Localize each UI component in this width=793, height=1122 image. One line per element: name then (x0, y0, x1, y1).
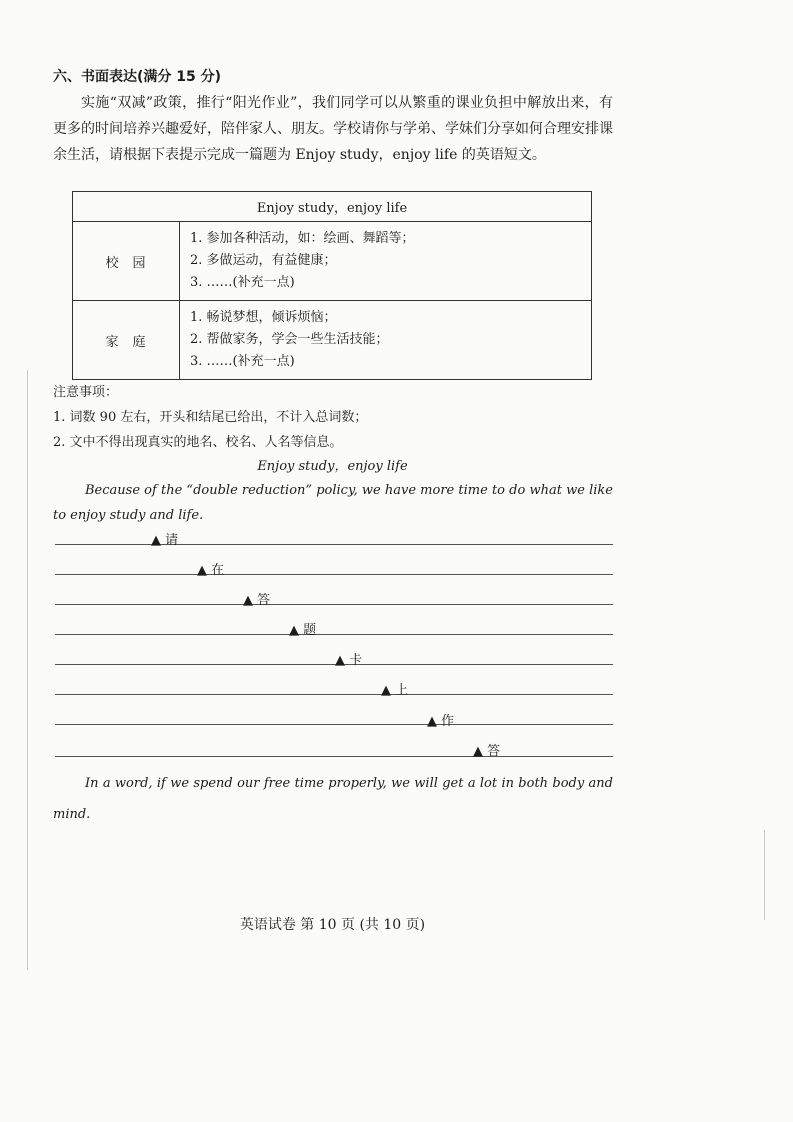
scan-edge-line (764, 830, 765, 920)
essay-ending: In a word, if we spend our free time properly, we will get a lot in both body and mind. (53, 776, 613, 822)
answer-sheet-marker: ▲ 卡 (335, 653, 363, 668)
answer-sheet-marker: ▲ 请 (151, 533, 179, 548)
list-item: 2. 帮做家务，学会一些生活技能； (190, 332, 389, 347)
school-points (180, 222, 592, 301)
category-home: 家庭 (73, 301, 180, 380)
essay-title: Enjoy study，enjoy life (257, 459, 408, 474)
writing-line (55, 604, 613, 605)
page-footer: 英语试卷 第 10 页 (共 10 页) (239, 917, 426, 933)
list-item: 1. 参加各种活动，如：绘画、舞蹈等； (190, 231, 415, 246)
category-school: 校园 (73, 222, 180, 301)
notes-heading: 注意事项： (53, 385, 119, 400)
section-title: 六、书面表达(满分 15 分) (53, 69, 222, 85)
answer-sheet-marker: ▲ 题 (289, 623, 317, 638)
list-item: 3. ……(补充一点) (190, 354, 295, 369)
writing-line (55, 664, 613, 665)
task-instructions: 实施“双减”政策，推行“阳光作业”，我们同学可以从繁重的课业负担中解放出来，有更多的时间培养兴趣爱好，陪伴家人、朋友。学校请你与学弟、学妹们分享如何合理安排课余生活，请根据下表提示完成一篇题为 Enjoy study，enjoy life 的英语短文。 (53, 95, 613, 163)
writing-line (55, 574, 613, 575)
essay-beginning: Because of the “double reduction” policy, we have more time to do what we like to enjoy study and life. (53, 483, 613, 523)
table-row (73, 222, 592, 301)
writing-line (55, 724, 613, 725)
scan-edge-line (27, 370, 28, 970)
list-item: 1. 畅说梦想，倾诉烦恼； (190, 310, 337, 325)
outline-table (72, 191, 592, 380)
writing-line (55, 634, 613, 635)
answer-sheet-marker: ▲ 在 (197, 563, 225, 578)
notes (53, 380, 367, 455)
home-points (180, 301, 592, 380)
list-item: 2. 多做运动，有益健康； (190, 253, 337, 268)
note-item: 1. 词数 90 左右，开头和结尾已给出，不计入总词数； (53, 410, 368, 425)
answer-sheet-marker: ▲ 答 (473, 744, 501, 759)
note-item: 2. 文中不得出现真实的地名、校名、人名等信息。 (53, 435, 343, 450)
writing-line (55, 544, 613, 545)
list-item: 3. ……(补充一点) (190, 275, 295, 290)
writing-line (55, 694, 613, 695)
writing-line (55, 756, 613, 757)
table-row (73, 301, 592, 380)
answer-sheet-marker: ▲ 上 (381, 683, 409, 698)
table-title: Enjoy study，enjoy life (73, 192, 592, 222)
answer-sheet-marker: ▲ 答 (243, 593, 271, 608)
answer-sheet-marker: ▲ 作 (427, 714, 455, 729)
